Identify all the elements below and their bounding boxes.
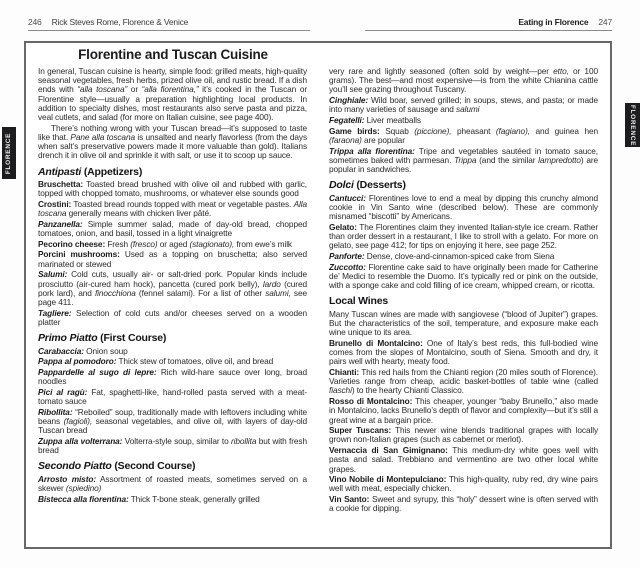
section-heading: Primo Piatto (First Course) xyxy=(38,332,167,345)
chapter-tab-right-label: FLORENCE xyxy=(629,104,637,146)
menu-term: Salumi: xyxy=(38,269,68,280)
right-column xyxy=(329,67,598,515)
menu-term-entry: Vernaccia di San Gimignano: This medium-dry white goes well with pasta and salad. Trebbiano and vermentino are two other local white grapes. xyxy=(329,445,598,474)
menu-term: Carabaccia: xyxy=(38,345,84,356)
menu-term: Tagliere: xyxy=(38,307,72,318)
menu-term: Trippa alla fiorentina: xyxy=(329,145,415,156)
menu-term: Pappardelle al sugo di lepre: xyxy=(38,366,157,377)
menu-term-entry: Brunello di Montalcino: One of Italy’s best reds, this full-bodied wine comes from the slopes of Montalcino, south of Siena. Smooth and dry, it pairs well with hearty, meaty food. xyxy=(329,337,598,367)
menu-term-entry: Super Tuscans: This newer wine blends traditional grapes with locally grown non-Italian grapes (such as cabernet or merlot). xyxy=(329,425,598,445)
section-heading: Dolci (Desserts) xyxy=(329,179,406,192)
menu-term: Zuccotto: xyxy=(329,261,366,272)
paragraph: In general, Tuscan cuisine is hearty, simple food: grilled meats, high-quality seasonal vegetables, fresh herbs, prized olive oil, and rustic bread. If a dish ends with “alla toscana” or “alla fiorentina,” it’s cooked in the Tuscan or Florentine style—usually a preparation highlighting local products. In addition to specialty dishes, most restaurants also serve pasta and pizza, veal cutlets, and salad (for more on Italian cuisine, see page 400). xyxy=(38,66,308,123)
menu-term-entry: Gelato: The Florentines claim they invented Italian-style ice cream. Rather than order dessert in a restaurant, I like to stroll with a gelato. For more on gelato, see page 412; for tips on enjoying it here, see page 252. xyxy=(329,221,598,251)
menu-term-entry: Pappardelle al sugo di lepre: Rich wild-hare sauce over long, broad noodles xyxy=(38,366,308,387)
chapter-tab-left xyxy=(2,127,16,179)
right-page-header xyxy=(518,17,612,27)
section-heading: Local Wines xyxy=(329,295,388,308)
menu-term-entry: Chianti: This red hails from the Chianti region (20 miles south of Florence). Varieties range from cheap, acidic basket-bottles of table wine (called fiaschi) to the hearty Chianti Classico. xyxy=(329,366,598,396)
menu-term: Bistecca alla fiorentina: xyxy=(38,493,129,504)
menu-term: Zuppa alla volterrana: xyxy=(38,435,123,446)
cuisine-sidebar-box xyxy=(24,41,612,549)
menu-term-entry: Panzanella: Simple summer salad, made of day-old bread, chopped tomatoes, onion, and basil, tossed in a light vinaigrette xyxy=(38,218,307,239)
menu-term: Panforte: xyxy=(329,250,365,261)
box-title: Florentine and Tuscan Cuisine xyxy=(78,47,268,62)
menu-term-entry: Trippa alla fiorentina: Tripe and vegetables sautéed in tomato sauce, sometimes baked with parmesan. Trippa (and the similar lampredotto) are popular in sandwiches. xyxy=(329,145,599,175)
menu-term-entry: Tagliere: Selection of cold cuts and/or cheeses served on a wooden platter xyxy=(38,307,307,327)
menu-term: Vino Nobile di Montepulciano: xyxy=(329,474,447,485)
menu-term-entry: Fegatelli: Liver meatballs xyxy=(329,115,421,126)
menu-term: Cantucci: xyxy=(329,192,366,203)
menu-term-entry: Cantucci: Florentines love to end a meal by dipping this crunchy almond cookie in Vin Santo wine (described below). These are commonly misnamed “biscotti” by Americans. xyxy=(329,192,598,222)
menu-term-entry: Cinghiale: Wild boar, served grilled; in soups, stews, and pasta; or made into many varieties of sausage and salumi xyxy=(329,95,598,115)
menu-term: Brunello di Montalcino: xyxy=(329,337,423,348)
left-page-header xyxy=(28,17,188,27)
menu-term: Crostini: xyxy=(38,198,72,209)
menu-term-entry: Pecorino cheese: Fresh (fresco) or aged (stagionato), from ewe’s milk xyxy=(38,238,292,249)
chapter-tab-right xyxy=(625,103,640,147)
menu-term: Pappa al pomodoro: xyxy=(38,356,117,367)
menu-term: Arrosto misto: xyxy=(38,473,96,484)
section-heading: Secondo Piatto (Second Course) xyxy=(38,460,196,473)
menu-term-entry: Zuppa alla volterrana: Volterra-style soup, similar to ribollita but with fresh bread xyxy=(38,435,307,456)
menu-term-entry: Porcini mushrooms: Used as a topping on bruschetta; also served marinated or stewed xyxy=(38,249,307,269)
chapter-tab-left-label: FLORENCE xyxy=(5,132,13,174)
menu-term: Cinghiale: xyxy=(329,95,369,106)
two-column-layout xyxy=(38,67,598,515)
menu-term: Gelato: xyxy=(329,221,357,232)
menu-term-entry: Vino Nobile di Montepulciano: This high-quality, ruby red, dry wine pairs well with meat, especially chicken. xyxy=(329,474,598,494)
menu-term-entry: Game birds: Squab (piccione), pheasant (fagiano), and guinea hen (faraona) are popular xyxy=(329,125,598,145)
menu-term-entry: Arrosto misto: Assortment of roasted meats, sometimes served on a skewer (spiedino) xyxy=(38,473,308,494)
menu-term-entry: Bruschetta: Toasted bread brushed with olive oil and rubbed with garlic, topped with chopped tomato, mushrooms, or whatever else sounds good xyxy=(38,179,307,199)
right-page-number: 247 xyxy=(598,17,612,27)
menu-term-entry: Crostini: Toasted bread rounds topped with meat or vegetable pastes. Alla toscana generally means with chicken liver pâté. xyxy=(38,198,307,219)
menu-term-entry: Zuccotto: Florentine cake said to have originally been made for Catherine de’ Medici to resemble the Duomo. It’s typically red or pink on the outside, with a sponge cake and cold filling of ice cream, whipped cream, or ricotta. xyxy=(329,261,598,291)
menu-term-entry: Salumi: Cold cuts, usually air- or salt-dried pork. Popular kinds include prosciutto (air-cured ham hock), pancetta (cured pork belly), lardo (cured pork lard), and finocchiona (fennel salami). For a list of other salumi, see page 411. xyxy=(38,269,307,307)
menu-term: Fegatelli: xyxy=(329,115,365,126)
menu-term-entry: Vin Santo: Sweet and syrupy, this “holy” dessert wine is often served with a cookie for dipping. xyxy=(329,494,599,514)
paragraph: Many Tuscan wines are made with sangiovese (“blood of Jupiter”) grapes. But the characteristics of the soil, temperature, and exposure make each wine unique to its area. xyxy=(329,308,598,338)
paragraph: very rare and lightly seasoned (often sold by weight—per etto, or 100 grams). The best—and most expensive—is from the white Chianina cattle you’ll see grazing throughout Tuscany. xyxy=(329,66,598,95)
menu-term: Game birds: xyxy=(329,125,380,136)
menu-term-entry: Ribollita: “Reboiled” soup, traditionally made with leftovers including white beans (fagioli), seasonal vegetables, and olive oil, with layers of day-old Tuscan bread xyxy=(38,406,308,436)
section-heading: Antipasti (Appetizers) xyxy=(38,165,143,178)
menu-term: Pici al ragù: xyxy=(38,386,88,397)
menu-term: Chianti: xyxy=(329,366,360,377)
right-running-title: Eating in Florence xyxy=(518,17,589,27)
left-page-number: 246 xyxy=(28,17,42,27)
menu-term: Bruschetta: xyxy=(38,179,84,190)
menu-term-entry: Bistecca alla fiorentina: Thick T-bone steak, generally grilled xyxy=(38,493,260,504)
menu-term-entry: Rosso di Montalcino: This cheaper, younger “baby Brunello,” also made in Montalcino, lacks Brunello’s depth of flavor and complexity—but it’s still a great wine at a bargain price. xyxy=(329,396,599,425)
paragraph: There’s nothing wrong with your Tuscan bread—it’s supposed to taste like that. Pane alla toscana is unsalted and nearly flavorless (from the days when salt’s preservative powers made it more valuable than gold). Italians drench it in olive oil and sprinkle it with salt, or use it to scoop up sauce. xyxy=(38,122,307,161)
menu-term-entry: Pappa al pomodoro: Thick stew of tomatoes, olive oil, and bread xyxy=(38,356,274,367)
menu-term-entry: Panforte: Dense, clove-and-cinnamon-spiced cake from Siena xyxy=(329,250,555,261)
menu-term: Porcini mushrooms: xyxy=(38,249,120,260)
menu-term: Rosso di Montalcino: xyxy=(329,396,413,407)
menu-term: Vernaccia di San Gimignano: xyxy=(329,445,448,456)
menu-term: Super Tuscans: xyxy=(329,425,392,436)
menu-term: Pecorino cheese: xyxy=(38,238,106,249)
left-header-rule xyxy=(28,30,310,31)
menu-term-entry: Carabaccia: Onion soup xyxy=(38,345,128,356)
menu-term: Ribollita: xyxy=(38,406,73,417)
left-running-title: Rick Steves Rome, Florence & Venice xyxy=(51,17,189,27)
left-column xyxy=(38,67,307,515)
menu-term-entry: Pici al ragù: Fat, spaghetti-like, hand-rolled pasta served with a meat-tomato sauce xyxy=(38,386,307,407)
menu-term: Panzanella: xyxy=(38,218,83,229)
menu-term: Vin Santo: xyxy=(329,494,370,505)
right-header-rule xyxy=(365,30,612,31)
